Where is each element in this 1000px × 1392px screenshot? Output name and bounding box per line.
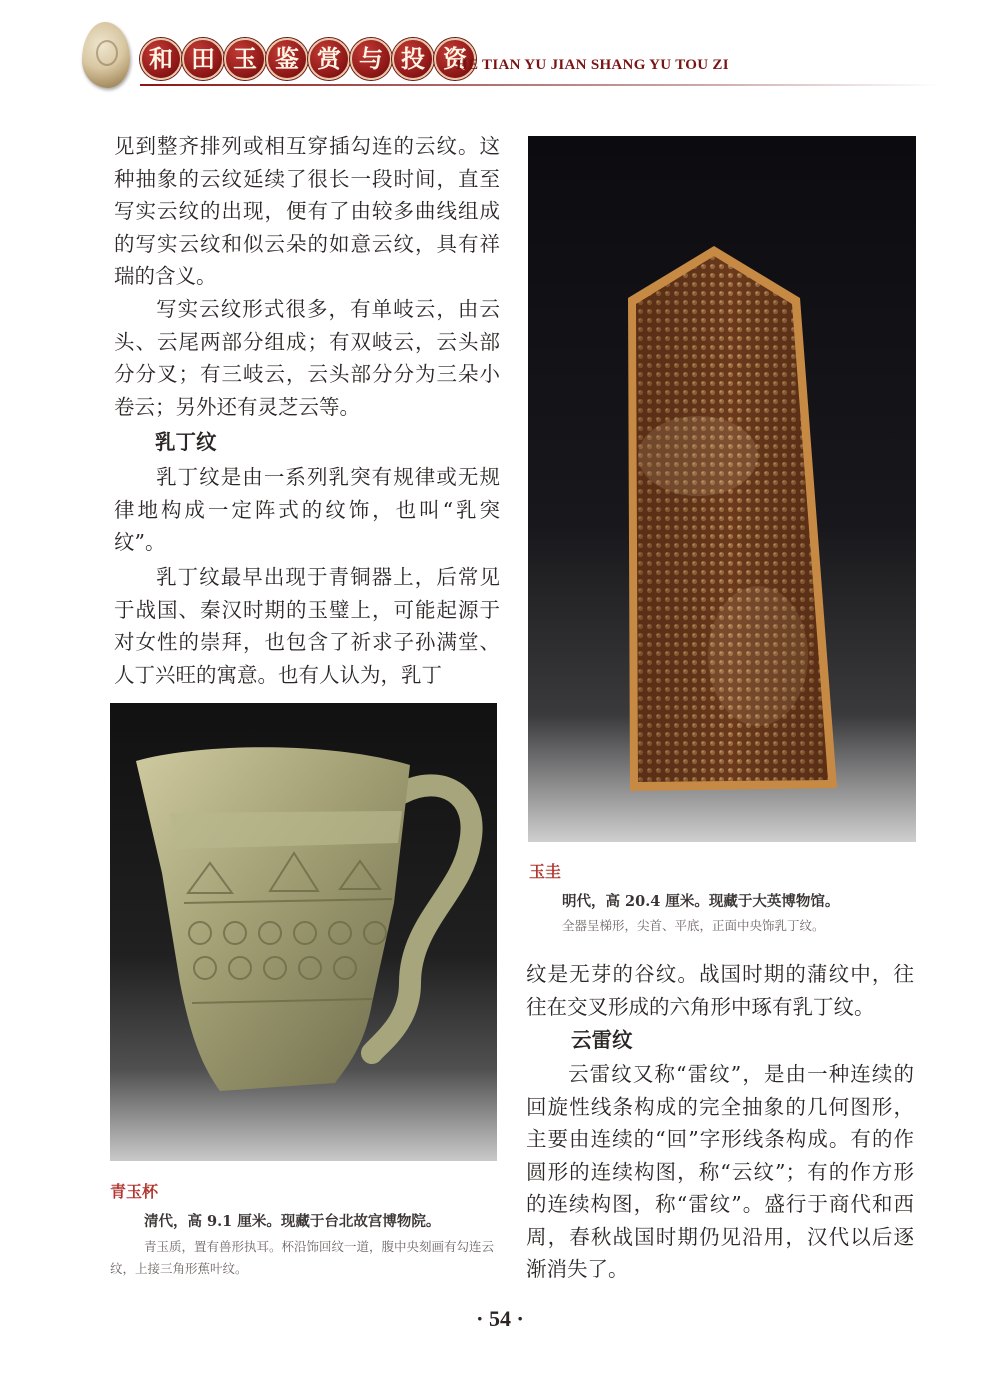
title-char: 田 <box>182 38 224 80</box>
jade-cup-illustration <box>110 703 497 1161</box>
paragraph-ruding-origin <box>114 561 500 691</box>
paragraph-text: 乳丁纹最早出现于青铜器上，后常见于战国、秦汉时期的玉璧上，可能起源于对女性的崇拜，也包含了祈求子孙满堂、人丁兴旺的寓意。也有人认为，乳丁 <box>114 565 500 687</box>
figure-gui-title: 玉圭 <box>529 862 562 881</box>
figure-gui-caption: 明代，高 20.4 厘米。现藏于大英博物馆。 <box>562 893 840 910</box>
figure-cup-description: 青玉质，置有兽形执耳。杯沿饰回纹一道，腹中央刻画有勾连云纹，上接三角形蕉叶纹。 <box>110 1239 495 1276</box>
title-char: 投 <box>392 38 434 80</box>
paragraph-cloud-pattern: 见到整齐排列或相互穿插勾连的云纹。这种抽象的云纹延续了很长一段时间，直至写实云纹的出现，便有了由较多曲线组成的写实云纹和似云朵的如意云纹，具有祥瑞的含义。 <box>114 134 500 288</box>
title-char: 与 <box>350 38 392 80</box>
section-heading-yunlei: 云雷纹 <box>571 1028 633 1052</box>
header-divider <box>140 84 940 86</box>
jade-ornament-image <box>82 22 130 88</box>
paragraph-ruding-definition <box>114 461 500 559</box>
paragraph-text: 云雷纹又称“雷纹”，是由一种连续的回旋性线条构成的完全抽象的几何图形，主要由连续的“回”字形线条构成。有的作圆形的连续构图，称“云纹”；有的作方形的连续构图，称“雷纹”。盛行于商代和西周，春秋战国时期仍见沿用，汉代以后逐渐消失了。 <box>526 1062 914 1281</box>
figure-gui-description: 全器呈梯形，尖首、平底，正面中央饰乳丁纹。 <box>562 918 825 933</box>
paragraph-text: 写实云纹形式很多，有单岐云，由云头、云尾两部分组成；有双岐云，云头部分分叉；有三岐云，云头部分分为三朵小卷云；另外还有灵芝云等。 <box>114 297 500 419</box>
jade-gui-illustration <box>528 136 916 842</box>
book-title-pinyin: HE TIAN YU JIAN SHANG YU TOU ZI <box>456 57 729 73</box>
title-char: 玉 <box>224 38 266 80</box>
figure-cup-caption: 清代，高 9.1 厘米。现藏于台北故宫博物院。 <box>144 1213 441 1230</box>
jade-cup-photo <box>110 703 497 1161</box>
title-char: 鉴 <box>266 38 308 80</box>
page-number: · 54 · <box>476 1306 524 1331</box>
title-char: 和 <box>140 38 182 80</box>
section-heading-ruding: 乳丁纹 <box>155 430 217 454</box>
paragraph-yunlei-definition <box>526 1058 914 1286</box>
jade-gui-photo <box>528 136 916 842</box>
title-char: 赏 <box>308 38 350 80</box>
page-header <box>0 0 1000 110</box>
paragraph-realistic-cloud <box>114 293 500 423</box>
title-char: 资 <box>434 38 476 80</box>
paragraph-text: 乳丁纹是由一系列乳突有规律或无规律地构成一定阵式的纹饰，也叫“乳突纹”。 <box>114 465 500 554</box>
paragraph-grain-pattern: 纹是无芽的谷纹。战国时期的蒲纹中，往往在交叉形成的六角形中琢有乳丁纹。 <box>526 962 914 1019</box>
figure-cup-title: 青玉杯 <box>110 1182 159 1201</box>
book-title <box>140 38 476 80</box>
